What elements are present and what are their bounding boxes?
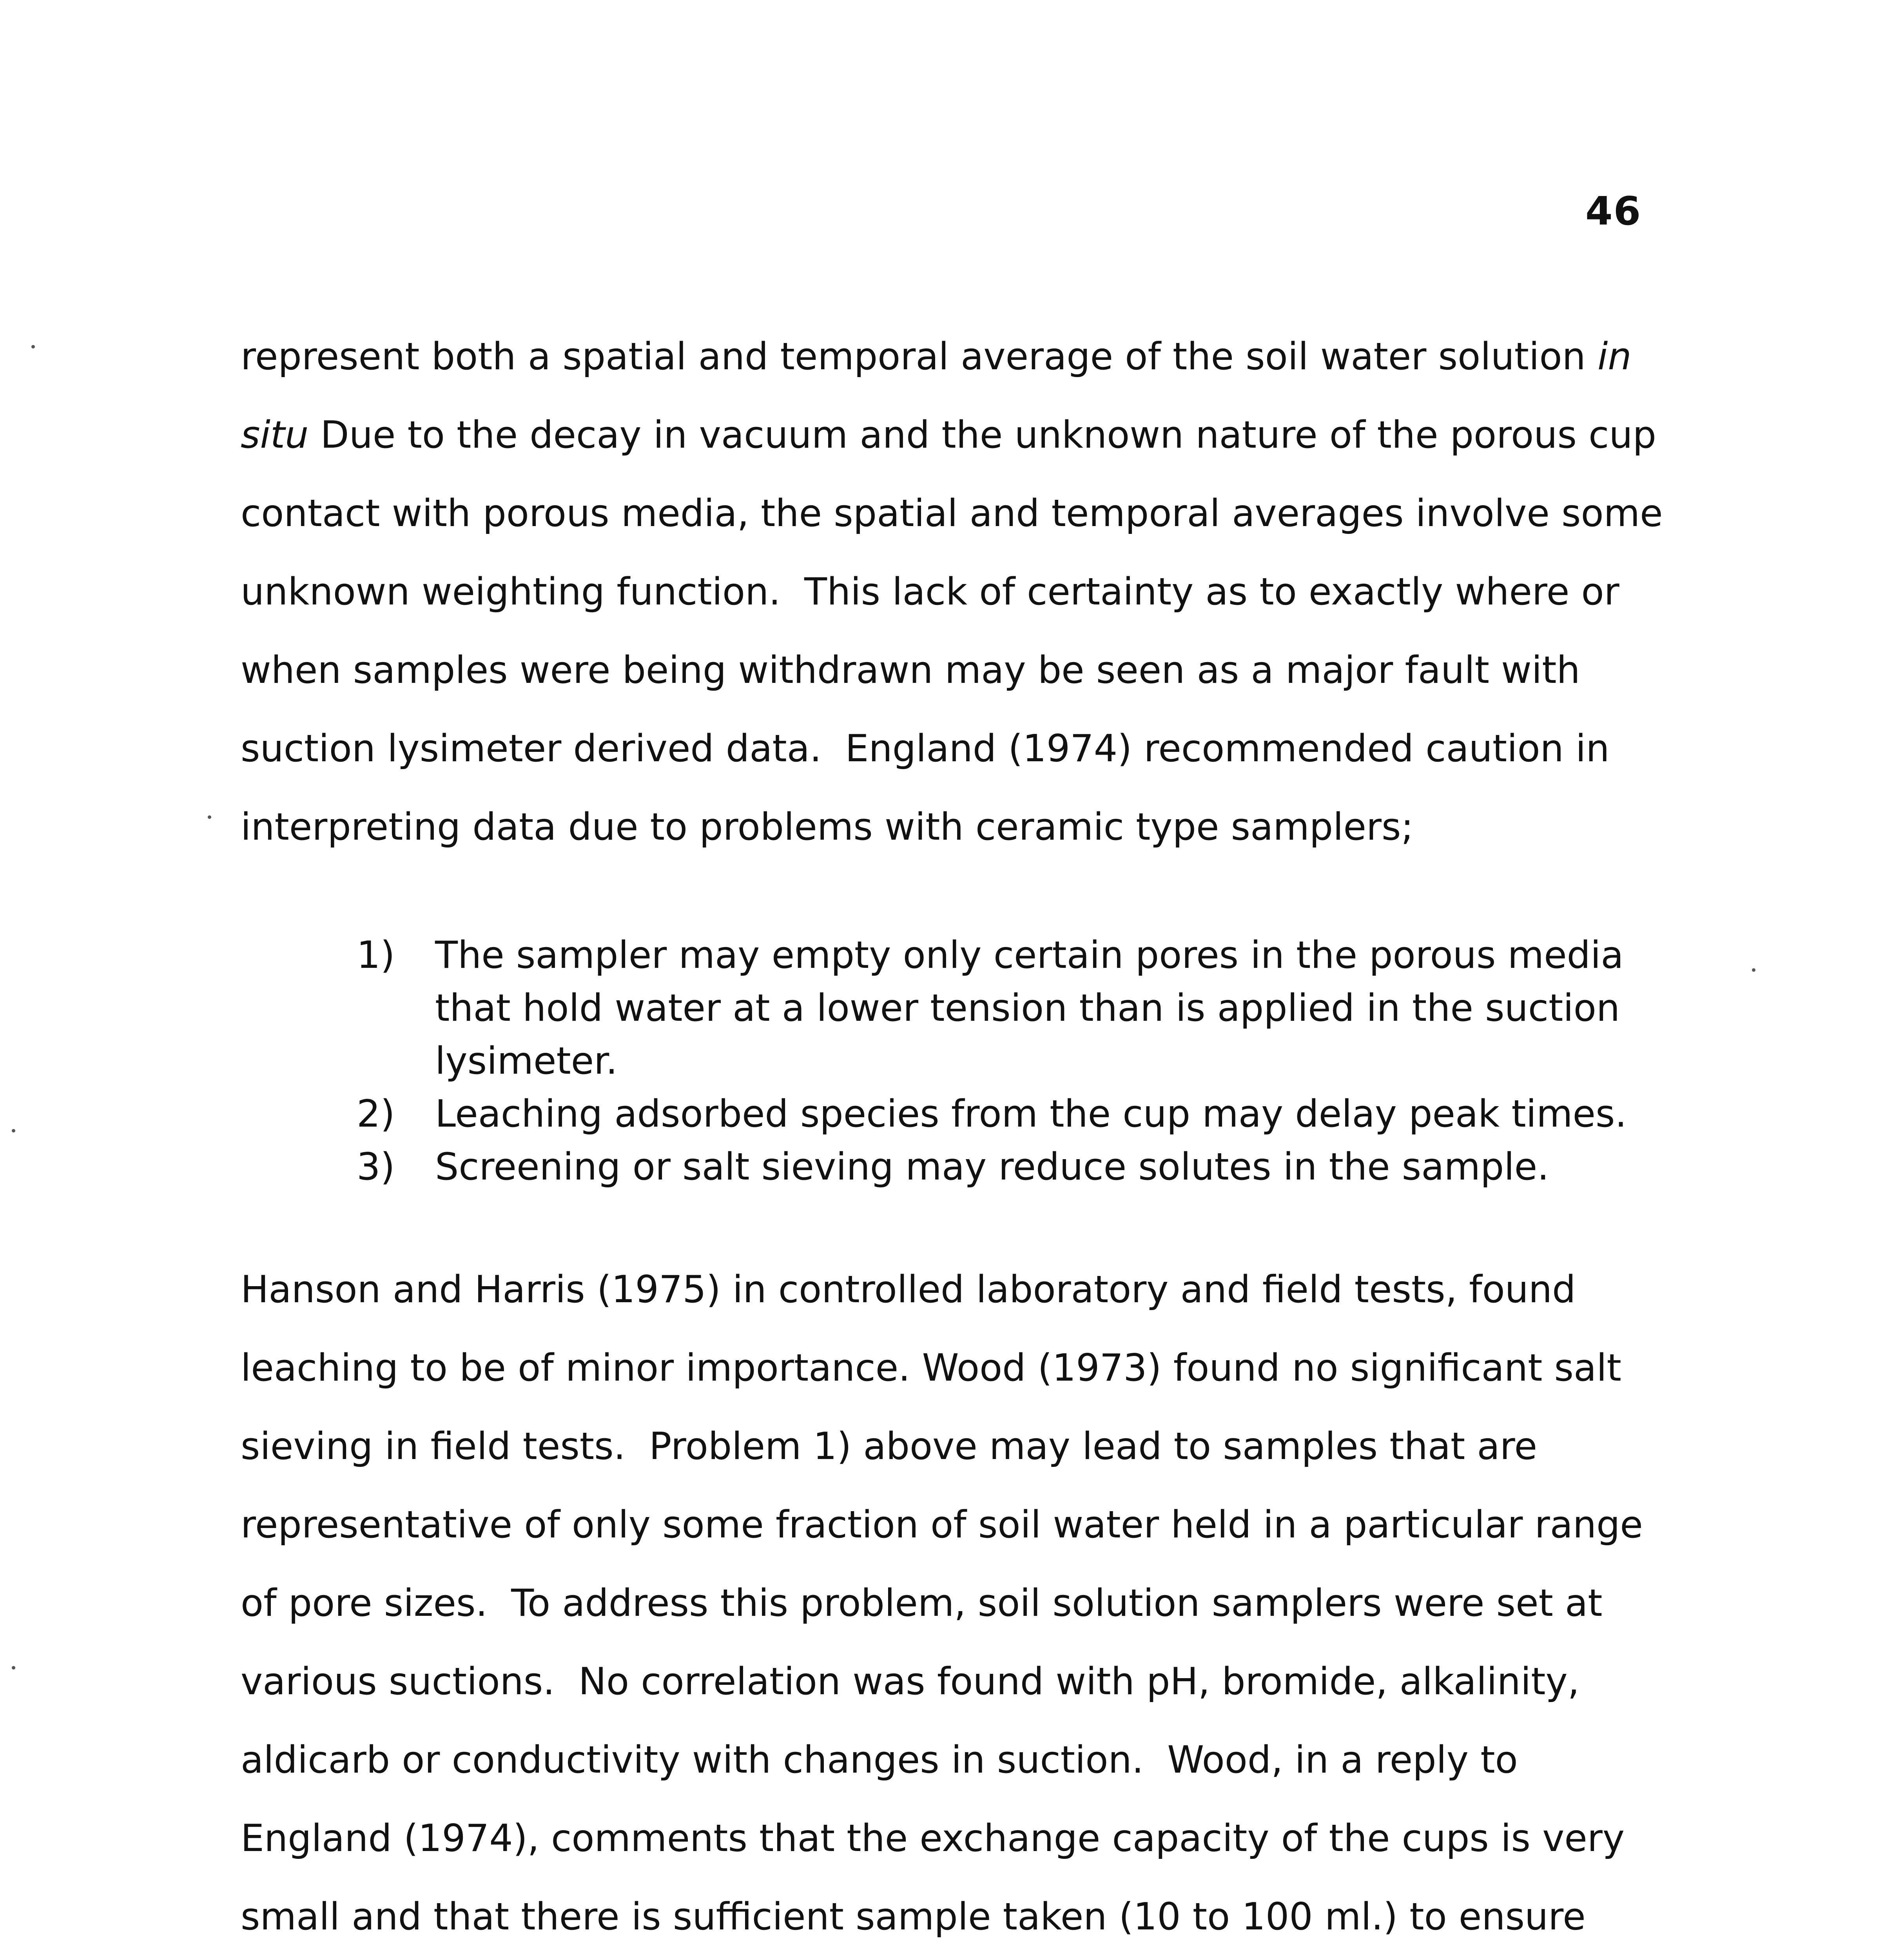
list-item-2	[357, 1088, 1709, 1141]
scan-speck	[1752, 968, 1755, 972]
list-marker-3: 3)	[357, 1145, 395, 1189]
paragraph-1-lead: represent both a spatial and temporal average of the soil water solution	[241, 335, 1598, 378]
list-marker-2: 2)	[357, 1093, 395, 1136]
page-number: 46	[1585, 188, 1642, 234]
list-text-1: The sampler may empty only certain pores in the porous media that hold water at a lower tension than is applied in the suction lysimeter.	[435, 934, 1624, 1083]
scan-speck	[12, 1129, 15, 1132]
paragraph-1	[241, 318, 1675, 866]
paragraph-1-italic: in situ	[241, 335, 1643, 457]
list-text-3: Screening or salt sieving may reduce solutes in the sample.	[435, 1145, 1549, 1189]
paragraph-2: Hanson and Harris (1975) in controlled laboratory and field tests, found leaching to be of minor importance. Wood (1973) found no significant salt sieving in field tests. Problem 1) above may lead to samples that are representative of only some fraction of soil water held in a particular range of pore sizes. To address this problem, soil solution samplers were set at various suctions. No correlation was found with pH, bromide, alkalinity, aldicarb or conductivity with changes in suction. Wood, in a reply to England (1974), comments that the exchange capacity of the cups is very small and that there is sufficient sample taken (10 to 100 ml.) to ensure	[241, 1268, 1643, 1938]
problem-list	[357, 929, 1709, 1194]
list-item-1	[357, 929, 1709, 1088]
scan-speck	[31, 345, 35, 348]
scan-speck	[208, 815, 211, 819]
list-item-3	[357, 1141, 1709, 1194]
scan-speck	[12, 1666, 15, 1670]
list-text-2: Leaching adsorbed species from the cup may delay peak times.	[435, 1093, 1627, 1136]
paragraph-1-rest: Due to the decay in vacuum and the unknown nature of the porous cup contact with porous media, the spatial and temporal averages involve some unknown weighting function. This lack of certainty as to exactly where or when samples were being withdrawn may be seen as a major fault with suction lysimeter derived data. England (1974) recommended caution in interpreting data due to problems with ceramic type samplers;	[241, 414, 1675, 849]
list-marker-1: 1)	[357, 934, 395, 977]
